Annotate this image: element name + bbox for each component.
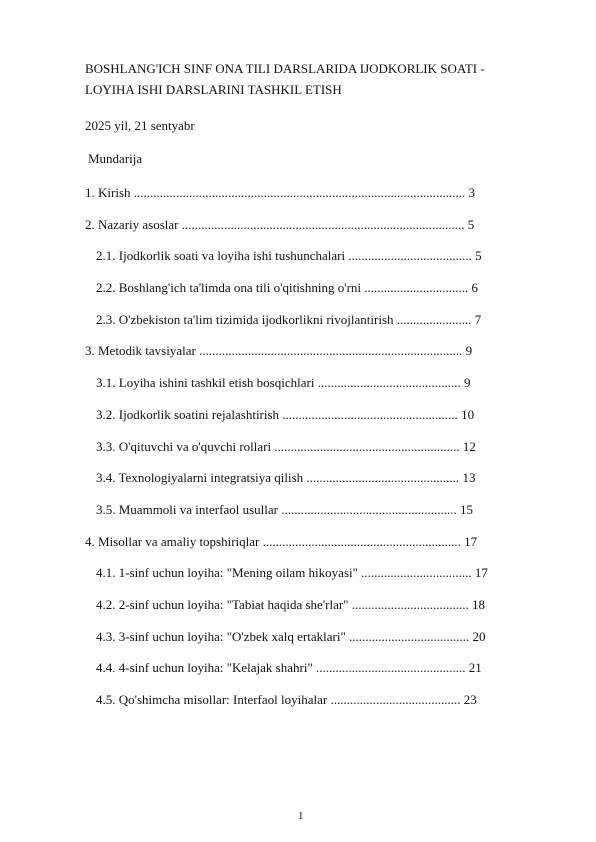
toc-page: 13 — [462, 470, 476, 486]
toc-page: 23 — [463, 692, 477, 707]
toc-page: 6 — [471, 280, 479, 296]
table-of-contents — [85, 183, 525, 722]
toc-label: 4.1. 1-sinf uchun loyiha: "Mening oilam hikoyasi" .................................. — [96, 565, 472, 581]
toc-entry-1[interactable] — [85, 183, 525, 215]
toc-page: 18 — [471, 596, 485, 612]
toc-entry-4-2[interactable] — [85, 595, 525, 627]
toc-page: 12 — [462, 438, 476, 454]
toc-entry-4-4[interactable] — [85, 658, 525, 690]
toc-label: 3.2. Ijodkorlik soatini rejalashtirish ...................................................... — [96, 406, 458, 422]
toc-entry-3-5[interactable] — [85, 500, 525, 532]
toc-label: 3.4. Texnologiyalarni integratsiya qilish ............................................... — [96, 470, 460, 486]
toc-label: 3. Metodik tavsiyalar ................................................................................. — [85, 343, 463, 359]
toc-label: 2. Nazariy asoslar ....................................................................................... — [85, 216, 465, 232]
toc-page: 10 — [461, 406, 475, 422]
toc-label: 4.2. 2-sinf uchun loyiha: "Tabiat haqida she'rlar" .................................... — [96, 596, 469, 612]
title-line-1: BOSHLANG'ICH SINF ONA TILI DARSLARIDA IJODKORLIK SOATI - — [85, 61, 485, 76]
toc-entry-2-2[interactable] — [85, 278, 525, 310]
toc-label: 4.4. 4-sinf uchun loyiha: "Kelajak shahri" .............................................. — [96, 660, 466, 676]
toc-label: 3.3. O'qituvchi va o'quvchi rollari ......................................................... — [96, 438, 460, 454]
toc-page: 9 — [463, 375, 471, 391]
toc-entry-3[interactable] — [85, 341, 525, 373]
toc-label: 4.5. Qo'shimcha misollar: Interfaol loyihalar ........................................ — [96, 692, 461, 707]
toc-label: 4. Misollar va amaliy topshiriqlar ............................................................. — [85, 533, 461, 549]
toc-label: 3.1. Loyiha ishini tashkil etish bosqichlari ............................................ — [96, 375, 461, 391]
toc-page: 5 — [475, 248, 482, 264]
toc-page: 15 — [459, 501, 473, 517]
toc-label: 2.1. Ijodkorlik soati va loyiha ishi tushunchalari ...................................... — [96, 248, 472, 264]
toc-entry-3-1[interactable] — [85, 373, 525, 405]
toc-page: 3 — [468, 185, 475, 200]
title-line-2: LOYIHA ISHI DARSLARINI TASHKIL ETISH — [85, 82, 342, 97]
toc-entry-3-4[interactable] — [85, 468, 525, 500]
contents-heading: Mundarija — [88, 151, 143, 166]
toc-page: 21 — [468, 660, 482, 676]
toc-entry-2-1[interactable] — [85, 246, 525, 278]
toc-label: 2.3. O'zbekiston ta'lim tizimida ijodkorlikni rivojlantirish ....................... — [96, 311, 472, 327]
page-number: 1 — [298, 810, 304, 822]
toc-label: 2.2. Boshlang'ich ta'limda ona tili o'qitishning o'rni ................................ — [96, 280, 469, 296]
toc-entry-2[interactable] — [85, 215, 525, 247]
toc-label: 3.5. Muammoli va interfaol usullar ...................................................... — [96, 501, 457, 517]
toc-page: 9 — [465, 343, 473, 359]
toc-page: 5 — [467, 216, 475, 232]
document-date: 2025 yil, 21 sentyabr — [85, 118, 195, 133]
toc-page: 7 — [474, 311, 482, 327]
toc-entry-3-3[interactable] — [85, 437, 525, 469]
toc-entry-3-2[interactable] — [85, 405, 525, 437]
toc-entry-4-5[interactable] — [85, 690, 525, 722]
toc-label: 1. Kirish ...................................................................................................... — [85, 185, 466, 200]
toc-entry-4-1[interactable] — [85, 563, 525, 595]
toc-entry-4[interactable] — [85, 532, 525, 564]
toc-entry-2-3[interactable] — [85, 310, 525, 342]
toc-label: 4.3. 3-sinf uchun loyiha: "O'zbek xalq ertaklari" ..................................... — [96, 628, 470, 644]
toc-page: 17 — [464, 533, 478, 549]
toc-entry-4-3[interactable] — [85, 627, 525, 659]
document-title — [85, 58, 525, 100]
toc-page: 20 — [472, 628, 486, 644]
toc-page: 17 — [474, 565, 488, 581]
